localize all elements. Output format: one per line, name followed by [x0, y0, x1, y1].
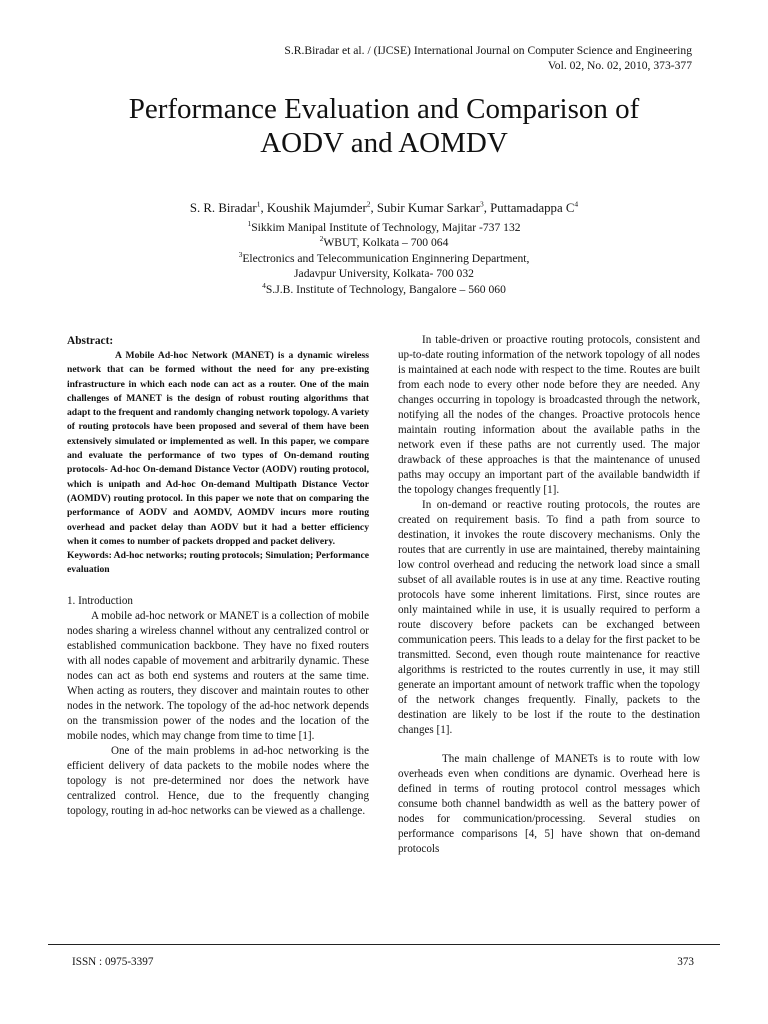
affil-sup: 3 — [238, 249, 243, 259]
affil-text: Electronics and Telecommunication Enginnering Department, — [242, 251, 530, 265]
author-name: Koushik Majumder — [266, 201, 367, 215]
author-list — [40, 200, 728, 216]
author-name: S. R. Biradar — [189, 201, 257, 215]
author-name: Puttamadappa C — [490, 201, 575, 215]
affiliation-line — [40, 251, 728, 266]
footer-rule — [48, 944, 720, 945]
author-sup: 4 — [574, 199, 579, 209]
right-column — [398, 333, 700, 857]
affiliation-line — [40, 282, 728, 297]
title-line-1: Performance Evaluation and Comparison of — [128, 93, 640, 125]
affil-sup: 4 — [262, 280, 266, 290]
affil-text: WBUT, Kolkata – 700 064 — [323, 236, 449, 250]
intro-paragraph-1: A mobile ad-hoc network or MANET is a collection of mobile nodes sharing a wireless channel without any centralized control or established communication backbone. They have no fixed routers with all nodes capable of movement and arbitrarily dynamic. These nodes can act as both end systems and routers at the same time. When acting as routers, they discover and maintain routes to other nodes in the network. The topology of the ad-hoc network depends on the transmission power of the nodes and the location of the mobile nodes, which may change from time to time [1]. — [67, 609, 369, 742]
author-sup: 1 — [256, 199, 261, 209]
affil-text: S.J.B. Institute of Technology, Bangalore – 560 060 — [265, 282, 506, 296]
journal-line: S.R.Biradar et al. / (IJCSE) International Journal on Computer Science and Engineering — [284, 44, 692, 57]
title-line-2: AODV and AOMDV — [260, 127, 508, 159]
affil-text: Jadavpur University, Kolkata- 700 032 — [294, 267, 474, 281]
paper-title — [50, 92, 718, 160]
author-name: Subir Kumar Sarkar — [376, 201, 480, 215]
affiliation-line — [40, 235, 728, 250]
affiliation-line — [40, 266, 728, 281]
abstract-label: Abstract: — [67, 335, 114, 347]
body-paragraph-1: In table-driven or proactive routing protocols, consistent and up-to-date routing information of the network topology of all nodes is maintained at each node with respect to the time. Routes are built from each node to every other node before they are needed. Any changes occurring in topology is broadcasted through the network, notifying all the nodes of the changes. Proactive protocols hence maintain routing information about the available paths in the network even if these paths are not currently used. The major drawback of these approaches is that the maintenance of unused paths may occupy an important part of the available bandwidth if the topology changes frequently [1]. — [398, 334, 700, 496]
section-heading: 1. Introduction — [67, 594, 133, 607]
affil-text: Sikkim Manipal Institute of Technology, Majitar -737 132 — [251, 221, 521, 234]
author-sep: , — [260, 201, 267, 215]
abstract-text: A Mobile Ad-hoc Network (MANET) is a dynamic wireless network that can be formed without the need for any pre-existing infrastructure in which each node can act as a router. One of the main challenges of MANET is the design of robust routing algorithms that adapt to the frequent and randomly changing network topology. A variety of routing protocols have been proposed and several of them have been extensively simulated or implemented as well. In this paper, we compare and evaluate the performance of two types of On-demand routing protocols- Ad-hoc On-demand Distance Vector (AODV) routing protocol, which is unipath and Ad-hoc On-demand Multipath Distance Vector (AOMDV) routing protocol. In this paper we note that on comparing the performance of AODV and AOMDV, AOMDV incurs more routing overhead and packet delay than AODV but it had a better efficiency when it comes to number of packets dropped and packet delivery. — [67, 350, 369, 547]
intro-paragraph-2: One of the main problems in ad-hoc networking is the efficient delivery of data packets to the mobile nodes where the topology is not pre-determined nor does the network have centralized control. Hence, due to the frequently changing topology, routing in ad-hoc networks can be viewed as a challenge. — [67, 744, 369, 817]
keywords: Keywords: Ad-hoc networks; routing protocols; Simulation; Performance evaluation — [67, 550, 369, 576]
volume-line: Vol. 02, No. 02, 2010, 373-377 — [547, 58, 692, 72]
body-paragraph-3: The main challenge of MANETs is to route with low overheads even when conditions are dynamic. Overhead here is defined in terms of routing protocol control messages which consume both channel bandwidth as well as the battery power of nodes for communication/processing. Several studies on performance comparisons [4, 5] have shown that on-demand protocols — [398, 753, 700, 855]
author-sep: , — [483, 201, 491, 215]
author-sep: , — [370, 201, 377, 215]
affiliation-line — [40, 220, 728, 235]
running-header — [284, 44, 692, 73]
body-paragraph-2: In on-demand or reactive routing protocols, the routes are created on requirement basis. To find a path from source to destination, it invokes the route discovery mechanisms. Only the routes that are currently in use are maintained, thereby maintaining low control overhead and reducing the network load since a small subset of all available routes is in use at any time. Reactive routing protocols have some inherent limitations. First, since routes are only maintained while in use, it is usually required to perform a route discovery before packets can be exchanged between communication peers. This leads to a delay for the first packet to be transmitted. Second, even though route maintenance for reactive algorithms is restricted to the routes currently in use, it may still generate an important amount of network traffic when the topology of the network changes frequently. Finally, packets to the destination are likely to be lost if the route to the destination changes [1]. — [398, 499, 700, 736]
issn: ISSN : 0975-3397 — [72, 956, 154, 968]
affiliations — [40, 220, 728, 297]
page-number: 373 — [677, 956, 694, 968]
affil-sup: 1 — [247, 219, 252, 229]
left-column — [67, 334, 369, 819]
author-sup: 2 — [366, 199, 371, 209]
author-sup: 3 — [479, 199, 484, 209]
affil-sup: 2 — [319, 234, 324, 244]
